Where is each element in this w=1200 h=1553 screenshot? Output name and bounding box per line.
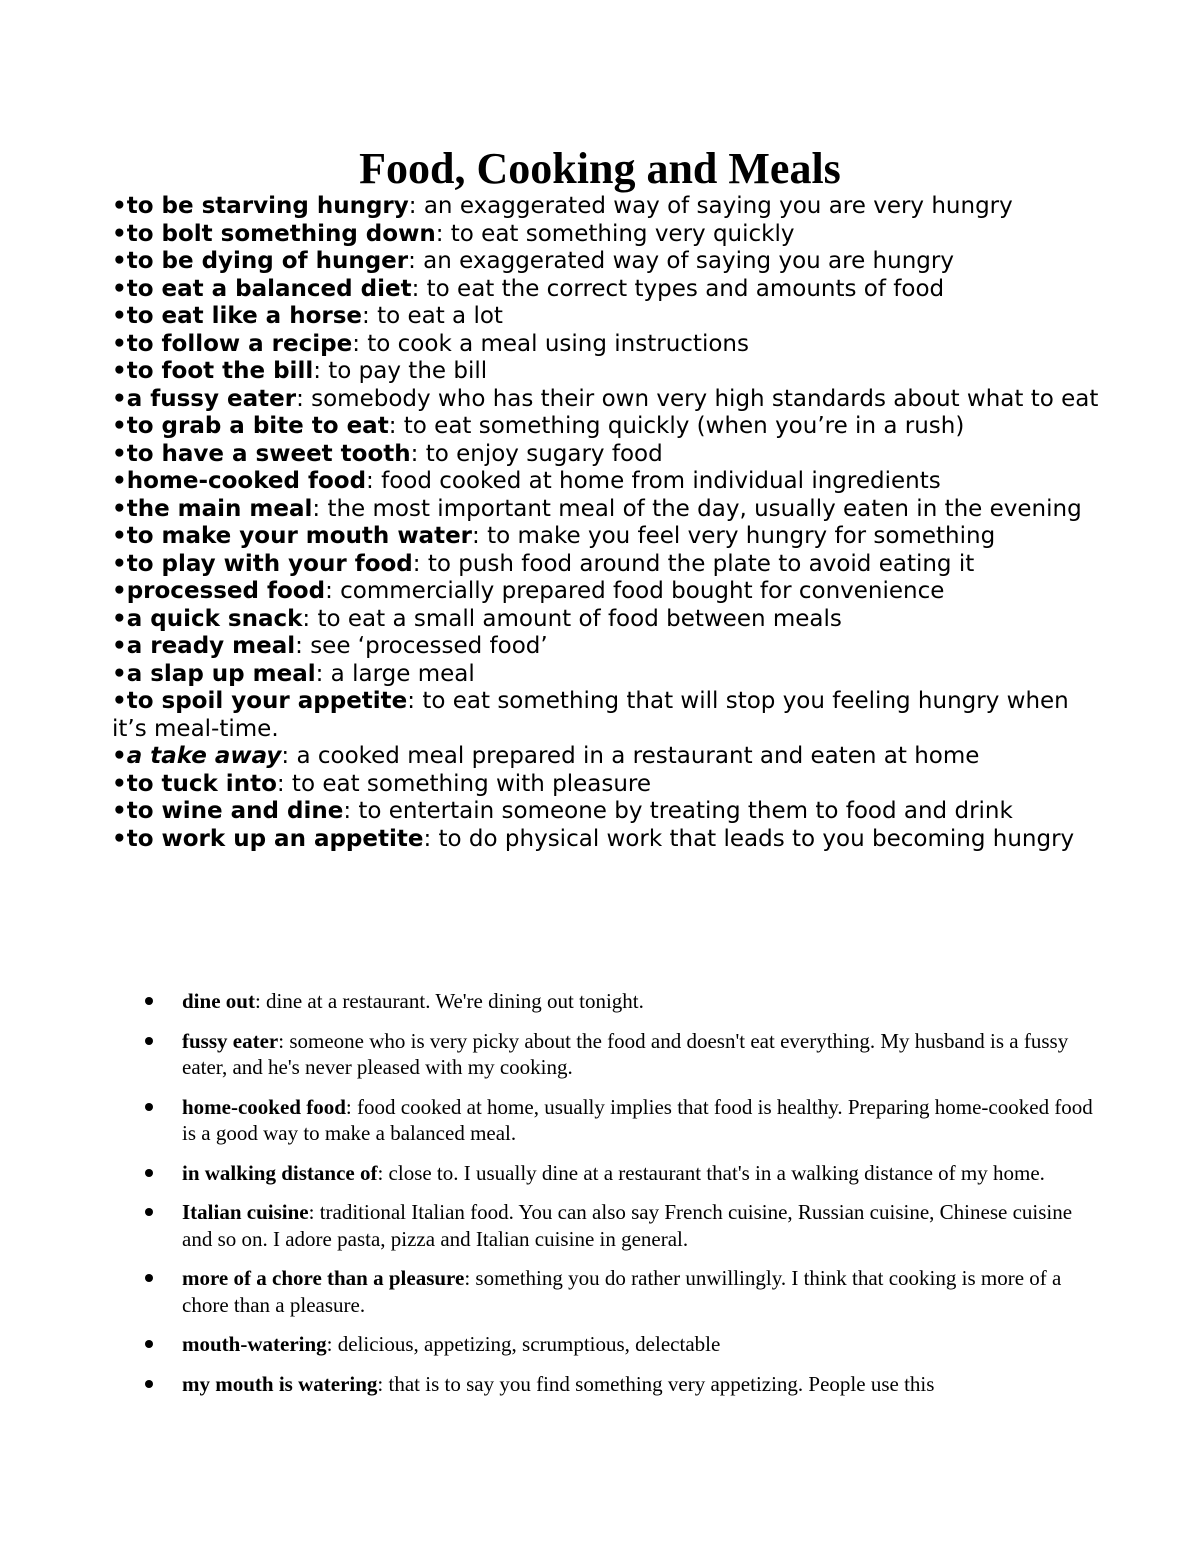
vocabulary-item xyxy=(140,1094,1100,1147)
bullet-marker: • xyxy=(112,825,127,852)
bullet-marker: • xyxy=(112,495,127,522)
vocabulary-definition: : that is to say you find something very appetizing. People use this xyxy=(377,1371,935,1396)
idiom-term: to spoil your appetite xyxy=(126,688,408,714)
vocabulary-item xyxy=(140,1331,1100,1358)
idiom-definition: : somebody who has their own very high standards about what to eat xyxy=(296,385,1099,412)
vocabulary-term: dine out xyxy=(182,989,255,1013)
idiom-term: the main meal xyxy=(126,495,313,522)
idiom-item xyxy=(112,578,1102,606)
idiom-definition: : to do physical work that leads to you becoming hungry xyxy=(423,825,1075,852)
idiom-definition: : commercially prepared food bought for convenience xyxy=(325,578,945,604)
idiom-term: to be starving hungry xyxy=(126,193,409,219)
bullet-marker: • xyxy=(112,660,127,687)
idiom-term: to follow a recipe xyxy=(126,330,353,357)
idiom-definition: : food cooked at home from individual ingredients xyxy=(366,468,941,494)
bullet-dot-icon xyxy=(145,1340,153,1348)
idiom-term: to make your mouth water xyxy=(126,523,473,549)
idiom-item xyxy=(112,551,1102,579)
idiom-item xyxy=(112,276,1102,304)
idiom-item xyxy=(112,221,1102,249)
idiom-definition: : an exaggerated way of saying you are very hungry xyxy=(408,193,1013,219)
vocabulary-item xyxy=(140,1160,1100,1187)
idiom-item xyxy=(112,688,1102,743)
idiom-item xyxy=(112,248,1102,276)
bullet-marker: • xyxy=(112,413,127,439)
vocabulary-term: mouth-watering xyxy=(182,1332,327,1356)
bullet-marker: • xyxy=(112,248,127,274)
bullet-marker: • xyxy=(112,468,127,494)
idiom-item xyxy=(112,496,1102,524)
idiom-term: a fussy eater xyxy=(126,385,297,412)
idiom-definition: : a cooked meal prepared in a restaurant and eaten at home xyxy=(281,743,980,769)
idiom-item xyxy=(112,358,1102,386)
idiom-term: to grab a bite to eat xyxy=(126,413,389,439)
bullet-marker: • xyxy=(112,605,127,632)
idiom-definition: : to cook a meal using instructions xyxy=(352,330,749,357)
idiom-term: to play with your food xyxy=(126,550,413,577)
vocabulary-definition: : dine at a restaurant. We're dining out tonight. xyxy=(254,989,644,1013)
vocabulary-term: fussy eater xyxy=(182,1028,279,1053)
idiom-item xyxy=(112,441,1102,469)
idiom-item xyxy=(112,193,1102,221)
bullet-marker: • xyxy=(112,440,127,467)
idiom-definition: : to entertain someone by treating them to food and drink xyxy=(343,798,1013,824)
bullet-marker: • xyxy=(112,743,127,769)
idiom-definition: : the most important meal of the day, usually eaten in the evening xyxy=(312,495,1082,522)
idiom-definition: : see ‘processed food’ xyxy=(295,633,548,659)
bullet-marker: • xyxy=(112,578,127,604)
vocabulary-definition: : food cooked at home, usually implies that food is healthy. Preparing home-cooked food is a good way to make a balanced meal. xyxy=(182,1094,1093,1145)
idiom-term: a slap up meal xyxy=(126,660,316,687)
idiom-term: to bolt something down xyxy=(126,220,436,247)
vocabulary-term: my mouth is watering xyxy=(182,1371,378,1396)
idiom-definition: : to eat something very quickly xyxy=(435,220,795,247)
bullet-marker: • xyxy=(112,358,127,384)
bullet-dot-icon xyxy=(145,1380,153,1388)
idiom-definition: : an exaggerated way of saying you are hungry xyxy=(408,248,954,274)
idiom-term: a ready meal xyxy=(126,633,296,659)
idiom-term: to have a sweet tooth xyxy=(126,440,411,467)
idiom-item xyxy=(112,331,1102,359)
bullet-dot-icon xyxy=(145,997,153,1005)
vocabulary-item xyxy=(140,1265,1100,1318)
idiom-definition: : to eat a lot xyxy=(362,303,503,329)
bullet-marker: • xyxy=(112,798,127,824)
idiom-item xyxy=(112,606,1102,634)
vocabulary-definition: : someone who is very picky about the food and doesn't eat everything. My husband is a fussy eater, and he's never pleased with my cooking. xyxy=(182,1028,1069,1079)
bullet-marker: • xyxy=(112,303,127,329)
idiom-item xyxy=(112,771,1102,799)
idiom-term: a take away xyxy=(126,743,282,769)
idiom-term: to tuck into xyxy=(126,770,277,797)
idiom-item xyxy=(112,413,1102,441)
bullet-marker: • xyxy=(112,330,127,357)
vocabulary-term: home-cooked food xyxy=(182,1094,346,1119)
bullet-dot-icon xyxy=(145,1274,153,1282)
idiom-item xyxy=(112,661,1102,689)
idiom-item xyxy=(112,798,1102,826)
idiom-item xyxy=(112,743,1102,771)
vocabulary-definition: : traditional Italian food. You can also say French cuisine, Russian cuisine, Chinese cuisine and so on. I adore pasta, pizza and Italian cuisine in general. xyxy=(182,1200,1073,1251)
idiom-term: to wine and dine xyxy=(126,798,344,824)
bullet-marker: • xyxy=(112,633,127,659)
bullet-dot-icon xyxy=(145,1037,153,1045)
bullet-marker: • xyxy=(112,550,127,577)
bullet-marker: • xyxy=(112,193,127,219)
idiom-definition: : to eat something quickly (when you’re in a rush) xyxy=(388,413,965,439)
idiom-term: to eat like a horse xyxy=(126,303,363,329)
idiom-term: a quick snack xyxy=(126,605,303,632)
idiom-definition: : to enjoy sugary food xyxy=(410,440,663,467)
bullet-marker: • xyxy=(112,220,127,247)
idiom-definition: : a large meal xyxy=(315,660,475,687)
idiom-definition: : to push food around the plate to avoid eating it xyxy=(412,550,975,577)
idiom-definition: : to eat the correct types and amounts of food xyxy=(411,275,945,302)
bullet-dot-icon xyxy=(145,1208,153,1216)
idiom-item xyxy=(112,523,1102,551)
vocabulary-item xyxy=(140,1028,1100,1081)
vocabulary-item xyxy=(140,1371,1100,1398)
idiom-list xyxy=(112,193,1102,853)
vocabulary-definition: : close to. I usually dine at a restaurant that's in a walking distance of my home. xyxy=(377,1160,1045,1185)
idiom-definition: : to make you feel very hungry for something xyxy=(472,523,996,549)
vocabulary-term: more of a chore than a pleasure xyxy=(182,1266,465,1290)
bullet-marker: • xyxy=(112,523,127,549)
idiom-term: home-cooked food xyxy=(126,468,367,494)
vocabulary-term: in walking distance of xyxy=(182,1160,378,1185)
idiom-term: to eat a balanced diet xyxy=(126,275,412,302)
bullet-dot-icon xyxy=(145,1169,153,1177)
bullet-marker: • xyxy=(112,385,127,412)
bullet-marker: • xyxy=(112,688,127,714)
vocabulary-list xyxy=(140,988,1100,1410)
idiom-item xyxy=(112,468,1102,496)
idiom-definition: : to eat something with pleasure xyxy=(276,770,651,797)
vocabulary-definition: : something you do rather unwillingly. I think that cooking is more of a chore than a pleasure. xyxy=(182,1266,1062,1317)
bullet-marker: • xyxy=(112,770,127,797)
idiom-item xyxy=(112,826,1102,854)
vocabulary-term: Italian cuisine xyxy=(182,1200,309,1224)
vocabulary-definition: : delicious, appetizing, scrumptious, delectable xyxy=(326,1332,721,1356)
idiom-term: processed food xyxy=(126,578,326,604)
idiom-term: to foot the bill xyxy=(126,358,314,384)
bullet-dot-icon xyxy=(145,1103,153,1111)
page-title: Food, Cooking and Meals xyxy=(359,144,841,194)
vocabulary-item xyxy=(140,1199,1100,1252)
idiom-item xyxy=(112,386,1102,414)
idiom-item xyxy=(112,303,1102,331)
idiom-definition: : to eat a small amount of food between meals xyxy=(302,605,842,632)
vocabulary-item xyxy=(140,988,1100,1015)
idiom-term: to work up an appetite xyxy=(126,825,424,852)
idiom-definition: : to pay the bill xyxy=(313,358,488,384)
idiom-definition: : to eat something that will stop you feeling hungry when it’s meal-time. xyxy=(112,688,1069,742)
bullet-marker: • xyxy=(112,275,127,302)
idiom-term: to be dying of hunger xyxy=(126,248,409,274)
idiom-item xyxy=(112,633,1102,661)
